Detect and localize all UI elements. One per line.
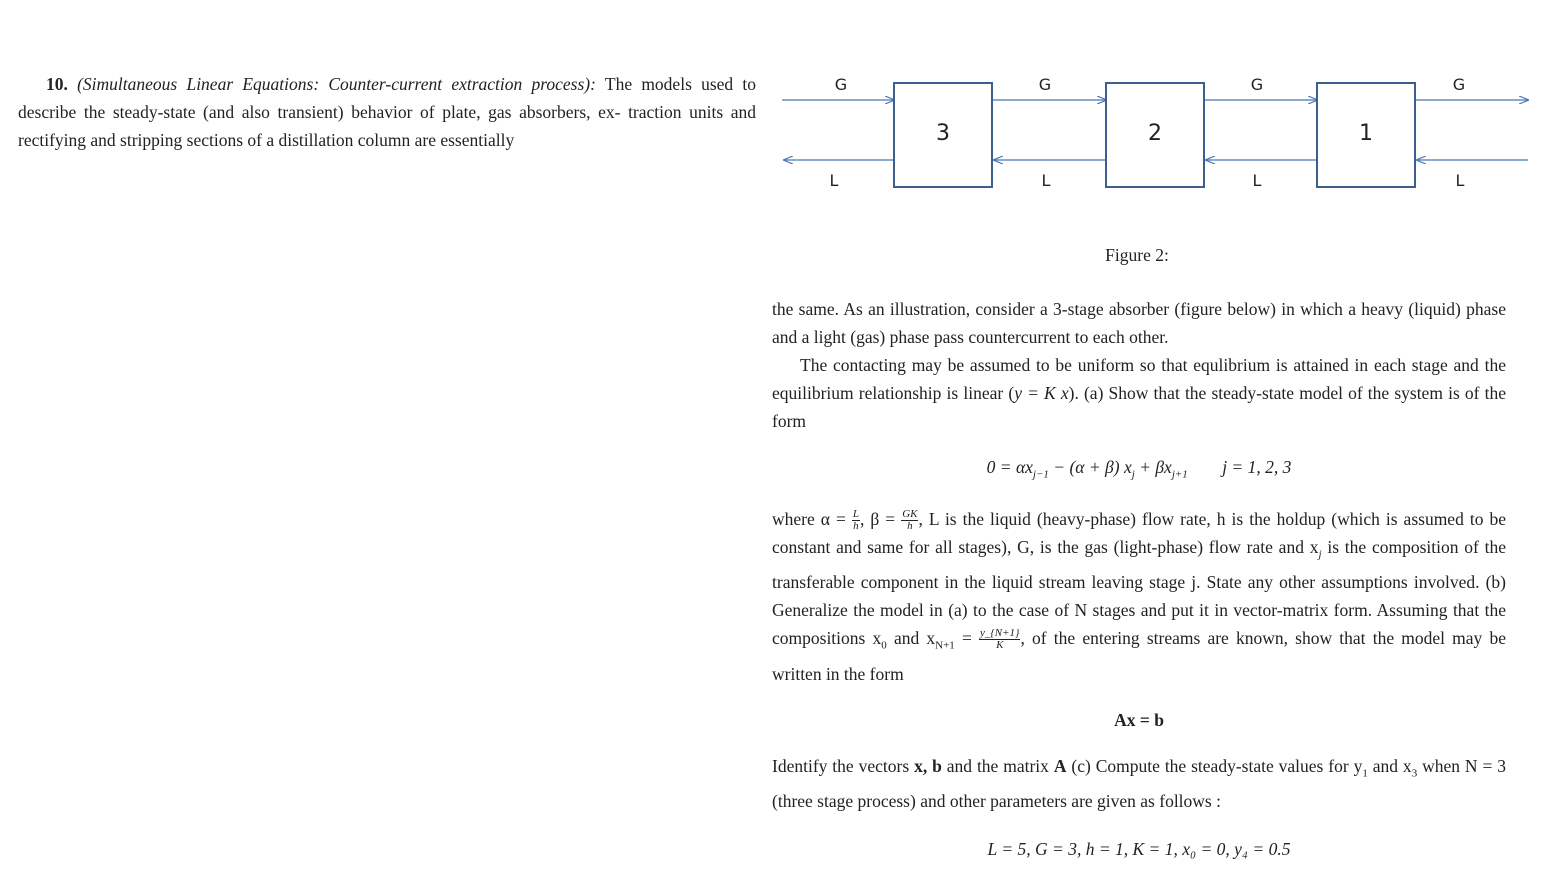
problem-number: 10. [46, 74, 68, 94]
fraction-GK-over-h: $\frac{GK}{h}$ [902, 507, 918, 532]
intro-line2: used to describe the steady-state (and also transient) behavior of plate, gas absorbers, ex- [18, 74, 757, 122]
paragraph-4: Identify the vectors x, b and the matrix A (c) Compute the steady-state values for $y_1$ and $x_3$ when N = 3 (three stage process) and other parameters are given as follows : [772, 755, 1507, 811]
problem-statement [18, 70, 756, 154]
intro-line1: The models [604, 74, 692, 94]
stage-label: 1 [1359, 121, 1373, 146]
fraction-yN1-over-K: $\frac{y\_\{N+1\}}{K}$ [980, 627, 1020, 652]
intro-line3: traction units and rectifying and stripping sections of a distillation column are essentially [18, 102, 756, 150]
equation-2: Ax = b [1114, 709, 1164, 730]
problem-intro [18, 70, 756, 154]
figure-caption: Figure 2: [1105, 245, 1169, 265]
paragraph-1: the same. As an illustration, consider a 3-stage absorber (figure below) in which a heavy (liquid) phase and a light (gas) phase pass countercurrent to each other. [772, 299, 1506, 347]
problem-body [772, 295, 1506, 863]
gas-label: G [1250, 75, 1264, 94]
gas-label: G [1452, 75, 1466, 94]
equation-1-range: j = 1, 2, 3 [1222, 457, 1292, 477]
liquid-label: L [829, 171, 839, 190]
liquid-label: L [1455, 171, 1465, 190]
fraction-L-over-h: $\frac{L}{h}$ [852, 507, 859, 532]
paragraph-2: The contacting may be assumed to be uniform so that equlibrium is attained in each stage and the equilibrium relationship is linear (y = K x). (a) Show that the steady-state model of the system is of the form [772, 355, 1506, 431]
countercurrent-diagram [770, 60, 1540, 200]
stage-label: 3 [936, 121, 950, 146]
liquid-label: L [1252, 171, 1262, 190]
paragraph-3: where α = $\frac{L}{h}$ , β = $\frac{GK}{h}$ , L is the liquid (heavy-phase) flow rate, h is the holdup (which is assumed to be constant and same for all stages), G, is the gas (light-phase) flow rate and $x_j$ is the composition of the transferable component in the liquid stream leaving stage j. State any other assumptions involved. (b) Generalize the model in (a) to the case of N stages and put it in vector-matrix form. Assuming that the compositions $x_0$ and $x_{N+1}$ = $\frac{y\_\{N+1\}}{K}$ , of the entering streams are known, show that the model may be written in the form [772, 507, 1506, 684]
gas-label: G [834, 75, 848, 94]
equation-1: $0 = \alpha x_{j-1} - (\alpha + \beta) x_j + \beta x_{j+1}$ j = 1, 2, 3 [986, 457, 1292, 481]
liquid-label: L [1041, 171, 1051, 190]
problem-title: (Simultaneous Linear Equations: Counter-current extraction process): [77, 74, 596, 94]
gas-label: G [1038, 75, 1052, 94]
equation-3: L = 5, G = 3, h = 1, K = 1, x₀ = 0, y₄ = 0.5 [987, 839, 1291, 859]
stage-label: 2 [1148, 121, 1162, 146]
